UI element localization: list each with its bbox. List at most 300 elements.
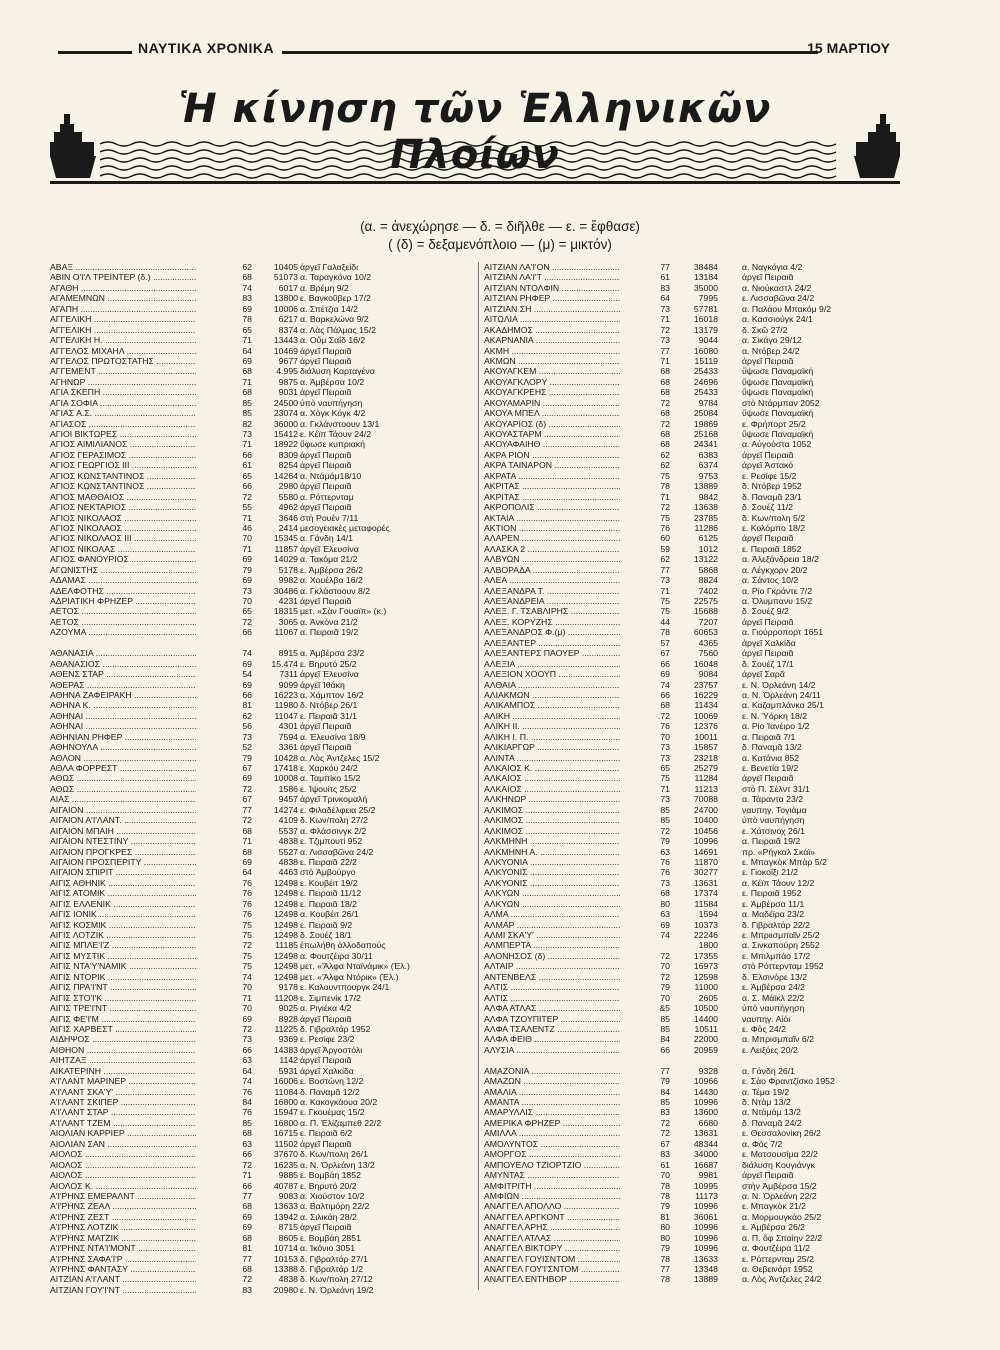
tonnage: 11173 <box>695 1190 718 1201</box>
ship-name: ΑΛΜΑΡ ..... <box>484 920 620 930</box>
ship-status: δ. Κων/πολη 5/2 <box>742 512 806 523</box>
tonnage: 13638 <box>693 502 718 513</box>
ship-name: ΑΘΕΝΣ ΣΤΑΡ ..... <box>50 669 196 679</box>
ship-name: ΑΛΦΑ ΦΕΙΘ ..... <box>484 1034 620 1044</box>
ship-row <box>484 805 884 815</box>
ship-status: ε. Πειραιᾶ 18/2 <box>300 898 358 909</box>
ship-name: ΑΓΙΟΣ ΑΙΜΙΛΙΑΝΟΣ ..... <box>50 439 196 449</box>
tonnage: 20980 <box>273 1284 298 1295</box>
ship-row <box>484 700 884 710</box>
ship-name: ΑΛΚΑΙΟΣ ..... <box>484 784 620 794</box>
ship-row <box>50 450 480 460</box>
tonnage: 9842 <box>698 491 718 502</box>
ship-status: ε. Κέϊπ Τάουν 24/2 <box>300 429 372 439</box>
ship-status: ἀργεῖ Ἐλευσίνα <box>300 543 359 554</box>
build-year: 76 <box>620 867 670 877</box>
ship-row <box>50 283 480 293</box>
ship-row <box>484 1139 884 1149</box>
ship-status: πρ. «Ρήγκαλ Σκάϊ» <box>742 846 815 857</box>
tonnage: 10714 <box>273 1243 298 1254</box>
tonnage: 13889 <box>693 1274 718 1285</box>
build-year: 70 <box>620 993 670 1003</box>
ship-name: ΑΙΤΖΙΑΝ ΛΑ'Ι'ΟΝ ..... <box>484 262 620 272</box>
ship-status: α. Ν. Ὀρλεάνη 22/2 <box>742 1190 817 1201</box>
ship-row <box>484 763 884 773</box>
ship-name: ΑΝΑΓΓΕΛ ΑΤΛΑΣ ..... <box>484 1233 620 1243</box>
ship-row <box>484 523 884 533</box>
build-year: 74 <box>196 972 252 982</box>
build-year: 69 <box>196 659 252 669</box>
tonnage: 10966 <box>693 1076 718 1087</box>
ship-row <box>50 419 480 429</box>
build-year: 62 <box>620 460 670 470</box>
build-year: 76 <box>196 888 252 898</box>
tonnage: 5868 <box>698 564 718 575</box>
ship-status: α. Ρίο Ἰανέιρο 1/2 <box>742 721 810 732</box>
build-year: 68 <box>620 387 670 397</box>
build-year: 68 <box>196 1201 252 1211</box>
tonnage: 12498 <box>273 919 298 930</box>
ship-name: ΑΜΦΙΩΝ ..... <box>484 1191 620 1201</box>
ship-name: ΑΚΟΥΑ ΜΠΕΛ ..... <box>484 408 620 418</box>
ship-status: α. Ν. Ὀρλεάνη 24/11 <box>742 689 821 700</box>
tonnage: 4962 <box>278 502 298 513</box>
ship-name: ΑΓΙΑΣΟΣ ..... <box>50 419 196 429</box>
tonnage: 8928 <box>278 1013 298 1024</box>
ship-status: α. Φουτζέιρα 30/11 <box>300 950 373 961</box>
tonnage: 36000 <box>273 418 298 429</box>
build-year: 75 <box>196 930 252 940</box>
header-rule-right <box>282 51 818 54</box>
ship-row <box>484 596 884 606</box>
ship-row <box>50 1233 480 1243</box>
legend-line-1: (α. = ἀνεχώρησε — δ. = διῆλθε — ε. = ἔφθασε) <box>360 219 640 234</box>
ship-name: ΑΓΓΕΛΙΚΗ Η. ..... <box>50 335 196 345</box>
tonnage: 2414 <box>278 522 298 533</box>
build-year: 85 <box>196 408 252 418</box>
ship-row <box>484 1149 884 1159</box>
ship-name: ΑΚΑΔΗΜΟΣ ..... <box>484 325 620 335</box>
ship-name: ΑΛΥΣΙΑ ..... <box>484 1045 620 1055</box>
build-year: 68 <box>196 1233 252 1243</box>
ship-row <box>484 439 884 449</box>
build-year: 68 <box>196 826 252 836</box>
build-year: 56 <box>196 721 252 731</box>
ship-status: α. Ὀλυμπανυ 15/2 <box>742 596 813 606</box>
build-year: 81 <box>196 700 252 710</box>
ship-row <box>484 502 884 512</box>
ship-status: ε. Βενετία 19/2 <box>742 763 799 773</box>
ship-row <box>50 606 480 616</box>
tonnage: 10373 <box>693 919 718 930</box>
ship-status: ὕψωσε Παναμαϊκή <box>742 366 814 377</box>
build-year: 72 <box>620 502 670 512</box>
ship-row <box>484 909 884 919</box>
ship-name: ΑΛΙΑΚΜΩΝ ..... <box>484 690 620 700</box>
tonnage: 13184 <box>693 272 718 283</box>
ship-name: ΑΚΑΡΝΑΝΙΑ ..... <box>484 335 620 345</box>
tonnage: 11857 <box>274 543 298 554</box>
ship-name: ΑΘΗΝΟΥΛΑ ..... <box>50 742 196 752</box>
build-year: 79 <box>620 1076 670 1086</box>
ship-name: ΑΓΓΕΜΕΝΤ ..... <box>50 366 196 376</box>
build-year: 67 <box>620 1139 670 1149</box>
ship-status: α. Ρόττερνταμ <box>300 491 354 502</box>
ship-name: ΑΛΕΞΑΝΤΕΡ ..... <box>484 638 620 648</box>
ship-row <box>484 1274 884 1284</box>
ship-name: ΑΚΟΥΑΓΚΛΟΡΥ ..... <box>484 377 620 387</box>
ship-row <box>484 899 884 909</box>
ship-name: ΑΙΓΙΣ ΤΡΕ'Ι'ΝΤ ..... <box>50 1003 196 1013</box>
ship-status: α. Πειραιᾶ 19/2 <box>300 627 359 638</box>
build-year: 75 <box>620 513 670 523</box>
ship-status: δ. Σουέζ 18/1 <box>300 930 352 940</box>
tonnage: 4838 <box>278 1274 298 1285</box>
ship-name: ΑΜΙΛΛΑ ..... <box>484 1128 620 1138</box>
tonnage: 23757 <box>693 679 718 690</box>
tonnage: 8715 <box>278 1222 298 1233</box>
ship-status: ε. Πειραιᾶ 22/2 <box>300 856 358 867</box>
ship-row <box>50 513 480 523</box>
ship-name: ΑΒΙΝ Ο'Ι'Λ ΤΡΕΙΝΤΕΡ (δ.) ..... <box>50 272 196 282</box>
ship-name: Α'Ι'ΡΗΝΣ ΖΕΑΛ ..... <box>50 1201 196 1211</box>
ship-name: ΑΜΟΛΥΝΤΟΣ ..... <box>484 1139 620 1149</box>
tonnage: 12498 <box>273 909 298 920</box>
ship-status: ὕφωσε κυπριακή <box>300 439 365 450</box>
ship-status: ἀργεῖ Πειραιᾶ <box>742 616 794 627</box>
build-year: 66 <box>196 627 252 637</box>
tonnage: 6374 <box>698 460 718 471</box>
build-year: 72 <box>620 826 670 836</box>
ship-row <box>484 1107 884 1117</box>
ship-status: α. Κέϊπ Τάουν 12/2 <box>742 877 815 888</box>
build-year: 65 <box>196 606 252 616</box>
ship-name: Α'Ι'ΛΑΝΤ ΜΑΡΙΝΕΡ ..... <box>50 1076 196 1086</box>
build-year: 70 <box>620 732 670 742</box>
build-year: 77 <box>196 1254 252 1264</box>
ship-name: ΑΕΤΟΣ ..... <box>50 617 196 627</box>
ship-row <box>484 1097 884 1107</box>
ship-status: α. Γιούρροπορτ 1651 <box>742 627 824 638</box>
build-year: 57 <box>620 638 670 648</box>
ship-status: δ. Κων/πολη 26/1 <box>300 1149 368 1160</box>
ship-row <box>484 293 884 303</box>
tonnage: 13179 <box>693 324 718 335</box>
ship-row <box>484 742 884 752</box>
build-year: 69 <box>196 304 252 314</box>
tonnage: 9044 <box>698 335 718 346</box>
ship-status: ἀργεῖ Τρινκομαλή <box>300 794 368 805</box>
ship-name: ΑΛΚΥΟΝΙΣ ..... <box>484 878 620 888</box>
ship-status: ἀργεῖ Πειραιᾶ <box>742 533 794 544</box>
ship-status: α. Κουβέιτ 26/1 <box>300 909 359 920</box>
ship-name: ΑΜΕΡΙΚΑ ΦΡΗΖΕΡ ..... <box>484 1118 620 1128</box>
ship-status: ε. Ν. Ὑόρκη 18/2 <box>742 710 808 721</box>
ship-name: ΑΙΟΛΟΣ ..... <box>50 1160 196 1170</box>
ship-row <box>50 481 480 491</box>
build-year: 65 <box>196 325 252 335</box>
ship-row <box>50 1212 480 1222</box>
ship-status: ε. Χάτσινοχ 26/1 <box>742 825 805 836</box>
ship-row <box>50 815 480 825</box>
ships-column-right <box>484 262 884 1285</box>
build-year: 79 <box>620 836 670 846</box>
build-year: 73 <box>196 1034 252 1044</box>
ship-row <box>50 732 480 742</box>
tonnage: 13633 <box>273 1201 298 1212</box>
ship-name: ΑΘΑΝΑΣΙΟΣ ..... <box>50 659 196 669</box>
ship-row <box>484 408 884 418</box>
tonnage: 11870 <box>694 856 718 867</box>
ship-name: ΑΛΒΟΡΑΔΑ ..... <box>484 565 620 575</box>
ship-name: Α'Ι'ΛΑΝΤ ΣΤΑΡ ..... <box>50 1107 196 1117</box>
tonnage: 6217 <box>278 314 298 325</box>
ship-row <box>50 1097 480 1107</box>
ship-name: ΑΝΤΕΝΒΕΛΣ ..... <box>484 972 620 982</box>
tonnage: 23785 <box>693 512 718 523</box>
ship-row <box>50 951 480 961</box>
ship-status: α. Χουέλβα 16/2 <box>300 575 363 586</box>
ship-name: ΑΙΤΖΙΑΝ ΓΟΥ'Ι'ΝΤ ..... <box>50 1285 196 1295</box>
tonnage: 16715 <box>273 1128 298 1139</box>
ship-row <box>484 565 884 575</box>
ship-row <box>484 1264 884 1274</box>
tonnage: 11434 <box>694 700 718 711</box>
ship-status: α. Ριγιέκα 4/2 <box>300 1003 352 1014</box>
ship-name: ΑΙΤΩΛΙΑ ..... <box>484 314 620 324</box>
ship-row <box>50 554 480 564</box>
ship-row <box>50 565 480 575</box>
build-year: 72 <box>620 951 670 961</box>
tonnage: 8309 <box>278 449 298 460</box>
tonnage: 10011 <box>694 731 718 742</box>
build-year: 65 <box>620 763 670 773</box>
ship-status: α. Π. Ἐλίζαμπεθ 22/2 <box>300 1117 382 1128</box>
ship-row <box>484 867 884 877</box>
ship-row <box>484 930 884 940</box>
ship-row <box>50 1107 480 1117</box>
build-year: 80 <box>620 899 670 909</box>
ship-name: ΑΛΚΜΗΝΗ Α. ..... <box>484 847 620 857</box>
build-year: 69 <box>196 680 252 690</box>
ship-status: α. Γκλάστοουν 8/2 <box>300 585 371 596</box>
build-year: 68 <box>196 1128 252 1138</box>
ship-row <box>484 836 884 846</box>
ship-row <box>50 847 480 857</box>
build-year: 78 <box>620 1181 670 1191</box>
ship-name: Α'Ι'ΡΗΝΣ ΕΜΕΡΑΛΝΤ ..... <box>50 1191 196 1201</box>
tonnage: 9982 <box>278 575 298 586</box>
ship-row <box>484 888 884 898</box>
ship-status: ε. Λισσαβῶνα 24/2 <box>742 293 815 304</box>
ship-status: α. Τέμα 19/2 <box>742 1086 790 1097</box>
ship-status: δ. Παναμᾶ 13/2 <box>742 742 802 753</box>
ship-status: δ. Ἐλσινόρε 13/2 <box>742 971 808 982</box>
ship-row <box>484 450 884 460</box>
ship-name: ΑΛΦΑ ΤΖΟΥΠΙΤΕΡ ..... <box>484 1014 620 1024</box>
ship-row <box>50 763 480 773</box>
build-year: 81 <box>196 1243 252 1253</box>
ship-name: ΑΘΗΝΑΙ ..... <box>50 711 196 721</box>
ship-name: ΑΛΙΚΗ ..... <box>484 711 620 721</box>
ship-name: ΑΙΓΙΣ ΚΟΣΜΙΚ ..... <box>50 920 196 930</box>
ship-status: ἀργεῖ Πειραιᾶ <box>742 1170 794 1181</box>
ship-name: ΑΜΠΟΥΕΛΟ ΤΖΙΟΡΤΖΙΟ ..... <box>484 1160 620 1170</box>
ship-row <box>50 533 480 543</box>
ship-status: δ. Σκῶ 27/2 <box>742 324 788 335</box>
ship-name: ΑΓΙΟΣ ΓΕΩΡΓΙΟΣ III ..... <box>50 460 196 470</box>
tonnage: 16800 <box>273 1117 298 1128</box>
ship-name: ΑΙΓΙΣ ΧΑΡΒΕΣΤ ..... <box>50 1024 196 1034</box>
ship-name: ΑΙΓΑΙΟΝ ..... <box>50 805 196 815</box>
ship-status: α. Παλάου Μπακόμ 9/2 <box>742 303 832 314</box>
tonnage: 15947 <box>273 1107 298 1118</box>
ship-status: α. Αὐγούστα 1052 <box>742 439 812 450</box>
ship-row <box>484 690 884 700</box>
tonnage: 17355 <box>693 950 718 961</box>
ship-status: α. Σπέτζια 14/2 <box>300 303 358 314</box>
build-year: 75 <box>620 596 670 606</box>
build-year: 75 <box>196 961 252 971</box>
ship-status: δ. Γιβραλτάρ 22/2 <box>742 919 810 930</box>
tonnage: 11213 <box>694 783 718 794</box>
build-year: 66 <box>196 450 252 460</box>
tonnage: 10996 <box>693 836 718 847</box>
tonnage: 5537 <box>278 825 298 836</box>
build-year: 79 <box>620 982 670 992</box>
build-year: 69 <box>196 857 252 867</box>
ship-name: ΑΓΙΟΣ ΚΩΝΣΤΑΝΤΙΝΟΣ ..... <box>50 471 196 481</box>
ship-row <box>50 586 480 596</box>
banner-baseline <box>50 181 900 184</box>
ship-status: ὕψωσε Παναμαϊκή <box>742 376 814 387</box>
ship-row <box>50 826 480 836</box>
ship-row <box>50 940 480 950</box>
build-year: 70 <box>620 1170 670 1180</box>
build-year: 76 <box>196 899 252 909</box>
ship-name: ΑΙΟΛΟΣ ..... <box>50 1170 196 1180</box>
ship-status: στὴν Ἀμβέρσα 15/2 <box>742 1180 817 1191</box>
ship-status: α. Ἀμβέρσα 23/2 <box>300 648 365 659</box>
build-year: 70 <box>196 982 252 992</box>
ship-row <box>484 669 884 679</box>
tonnage: 11584 <box>694 898 718 909</box>
build-year: 62 <box>620 554 670 564</box>
ship-name: ΑΛΚΙΜΟΣ ..... <box>484 805 620 815</box>
ship-name: ΑΜΑΡΥΛΛΙΣ ..... <box>484 1107 620 1117</box>
group-spacer <box>484 1055 884 1065</box>
ship-row <box>50 805 480 815</box>
ship-row <box>50 293 480 303</box>
build-year: 73 <box>620 335 670 345</box>
tonnage: 14029 <box>273 554 298 565</box>
build-year: 68 <box>196 272 252 282</box>
tonnage: 4838 <box>278 856 298 867</box>
ship-name: ΑΛΚΜΗΝΗ ..... <box>484 836 620 846</box>
tonnage: 70088 <box>693 794 718 805</box>
tonnage: 12376 <box>693 721 718 732</box>
ship-name: Α'Ι'ΡΗΝΣ ΝΤΑ'Ι'ΜΟΝΤ ..... <box>50 1243 196 1253</box>
ship-name: ΑΜΟΡΓΟΣ ..... <box>484 1149 620 1159</box>
ship-row <box>484 826 884 836</box>
build-year: 55 <box>196 502 252 512</box>
ship-row <box>484 1222 884 1232</box>
tonnage: 12498 <box>273 888 298 899</box>
ship-row <box>50 1201 480 1211</box>
ship-row <box>50 888 480 898</box>
ship-name: ΑΘΛΟΝ ..... <box>50 753 196 763</box>
build-year: 62 <box>196 711 252 721</box>
ship-name: ΑΘΩΣ ..... <box>50 773 196 783</box>
tonnage: 9025 <box>278 1003 298 1014</box>
build-year: 83 <box>620 1107 670 1117</box>
tonnage: 35000 <box>693 282 718 293</box>
build-year: 77 <box>620 1066 670 1076</box>
ship-status: ε. Ν. Ὀρλεάνη 19/2 <box>300 1284 374 1295</box>
tonnage: 4.995 <box>276 366 298 377</box>
ship-status: ε. Κολόμπο 18/2 <box>742 522 806 533</box>
ship-row <box>50 460 480 470</box>
build-year: 77 <box>620 262 670 272</box>
build-year: 63 <box>196 1139 252 1149</box>
ship-name: ΑΛΕΞΑΝΔΡΑ Τ. ..... <box>484 586 620 596</box>
ship-name: ΑΛΚΙΜΟΣ ..... <box>484 815 620 825</box>
build-year: 68 <box>196 387 252 397</box>
ship-status: α. Ταμπίκο 15/2 <box>300 773 361 784</box>
tonnage: 12498 <box>273 950 298 961</box>
build-year: 61 <box>620 1160 670 1170</box>
ship-status: ε. Βομβάη 1852 <box>300 1170 361 1181</box>
ship-status: α. Καζαμπλάνκα 25/1 <box>742 700 824 711</box>
ship-status: α. Σάντος 10/2 <box>742 575 799 586</box>
tonnage: 1142 <box>279 1055 298 1066</box>
ship-status: α. Ντάμάμ 13/2 <box>742 1107 801 1118</box>
ship-status: μεσογειακὲς μεταφορές <box>300 522 390 533</box>
tonnage: 10996 <box>693 1243 718 1254</box>
ship-name: ΑΚΟΥΑΓΚΡΕΗΣ ..... <box>484 387 620 397</box>
tonnage: 7311 <box>279 669 298 680</box>
tonnage: 22246 <box>693 930 718 940</box>
build-year: 77 <box>196 1191 252 1201</box>
publication-name: ΝΑΥΤΙΚΑ ΧΡΟΝΙΚΑ <box>138 40 275 56</box>
ship-row <box>50 356 480 366</box>
ship-name: ΑΛΕΞ. Γ. ΤΣΑΒΛΙΡΗΣ ..... <box>484 606 620 616</box>
ship-row <box>50 1264 480 1274</box>
ship-name: ΑΓΙΟΣ ΝΕΚΤΑΡΙΟΣ ..... <box>50 502 196 512</box>
ship-status: α. Ταραγκόνα 10/2 <box>300 272 372 283</box>
ship-row <box>484 1014 884 1024</box>
ship-row <box>484 1243 884 1253</box>
ship-row <box>50 346 480 356</box>
build-year: 70 <box>196 533 252 543</box>
ship-status: ε. Ρόττερνταμ 25/2 <box>742 1253 814 1264</box>
build-year: 68 <box>196 366 252 376</box>
build-year: 63 <box>196 1055 252 1065</box>
ship-name: ΑΛΙΚΙΑΡΓΩΡ ..... <box>484 742 620 752</box>
ship-status: α. Σ. Μάϊκλ 22/2 <box>742 992 805 1003</box>
ship-status: α. Ἀλεξάνδρεια 18/2 <box>742 554 819 565</box>
build-year: 78 <box>620 1254 670 1264</box>
ship-status: ε. Γκουέμας 15/2 <box>300 1107 365 1118</box>
ship-row <box>50 1024 480 1034</box>
ship-status: ε. Πειραιᾶ 11/12 <box>300 888 362 899</box>
ship-status: ἀργεῖ Πειραιᾶ <box>300 1013 352 1024</box>
ship-row <box>50 878 480 888</box>
ship-row <box>50 1285 480 1295</box>
ship-status: α. Κατάνια 852 <box>742 752 800 763</box>
tonnage: 4109 <box>278 815 298 826</box>
ship-row <box>50 1181 480 1191</box>
